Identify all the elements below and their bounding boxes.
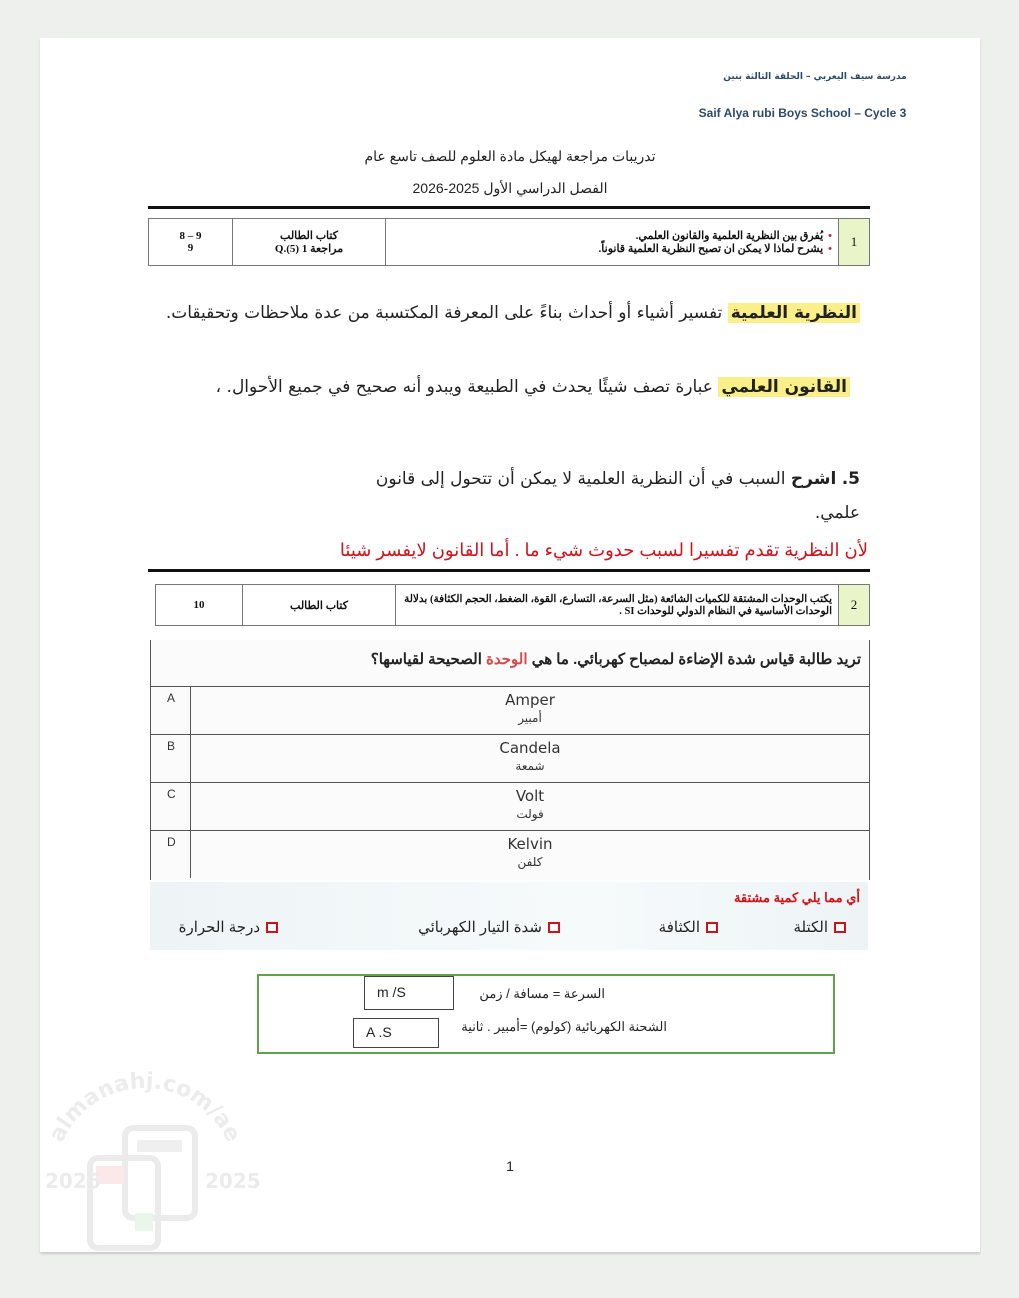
option-mass[interactable] [793, 918, 846, 936]
objective-point: يُفرق بين النظرية العلمية والقانون العلمي. [635, 230, 824, 242]
worksheet-title: تدريبات مراجعة لهيكل مادة العلوم للصف تاسع عام [364, 148, 656, 164]
pages-range: 9 – 8 [179, 230, 202, 242]
source-book: كتاب الطالب [280, 230, 338, 242]
question-highlight: الوحدة [486, 651, 528, 668]
unit-question-block [150, 640, 870, 880]
option-letter: A [151, 687, 191, 734]
divider [148, 569, 870, 572]
question-verb: اشرح [790, 469, 837, 489]
document-page [40, 38, 980, 1252]
question-text: تريد طالبة قياس شدة الإضاءة لمصباح كهربائي. ما هي [531, 651, 861, 668]
option-label: شدة التيار الكهربائي [418, 919, 542, 936]
svg-text:2026: 2026 [45, 1169, 101, 1193]
question-number: 5. [841, 469, 860, 489]
objective-pages: 10 [156, 585, 243, 626]
derived-question: أي مما يلي كمية مشتقة [733, 890, 860, 905]
objective-number: 1 [839, 219, 870, 266]
svg-text:2025: 2025 [205, 1169, 261, 1193]
pages-extra: 9 [187, 242, 194, 254]
checkbox-icon[interactable] [266, 922, 278, 933]
speed-unit-answer[interactable]: m /S [364, 976, 454, 1010]
option-english: Volt [515, 787, 545, 805]
school-name-arabic: مدرسة سيف اليعربي – الحلقة الثالثة بنين [723, 72, 907, 82]
option-arabic: فولت [516, 807, 544, 821]
option-arabic: أمبير [518, 711, 542, 725]
option-english: Candela [499, 739, 561, 757]
option-row-d[interactable] [151, 830, 869, 881]
option-current[interactable] [418, 918, 560, 936]
option-temperature[interactable] [179, 918, 278, 936]
option-english: Kelvin [507, 835, 553, 853]
objective-table-1 [148, 218, 870, 266]
option-letter: D [151, 831, 191, 878]
option-arabic: شمعة [515, 759, 545, 773]
law-definition [160, 370, 850, 404]
objective-source [233, 219, 386, 266]
objective-point: يشرح لماذا لا يمكن ان تصبح النظرية العلمية قانوناً. [598, 243, 824, 255]
question-5 [350, 462, 860, 530]
objective-description: يكتب الوحدات المشتقة للكميات الشائعة (مثل السرعة، التسارع، القوة، الضغط، الحجم الكثافة) بدلالة الوحدات الأساسية في النظام الدولي للوحدات SI . [396, 585, 839, 626]
option-label: درجة الحرارة [178, 919, 260, 936]
question-text: الصحيحة لقياسها؟ [370, 651, 482, 668]
divider [148, 206, 870, 209]
page-number: 1 [506, 1158, 514, 1174]
option-row-a[interactable] [151, 686, 869, 734]
checkbox-icon[interactable] [834, 922, 846, 933]
theory-text: تفسير أشياء أو أحداث بناءً على المعرفة المكتسبة من عدة ملاحظات وتحقيقات. [165, 303, 723, 323]
checkbox-icon[interactable] [548, 922, 560, 933]
question-5-answer: لأن النظرية تقدم تفسيرا لسبب حدوث شيء ما . أما القانون لايفسر شيئا [339, 540, 868, 560]
bullet-icon: • [828, 230, 832, 242]
theory-definition [160, 296, 860, 330]
option-arabic: كلفن [517, 855, 543, 869]
term-label: الفصل الدراسي الأول 2025-2026 [412, 180, 608, 196]
school-name-english: Saif Alya rubi Boys School – Cycle 3 [698, 106, 907, 120]
option-english: Amper [505, 691, 555, 709]
derived-quantity-block [150, 882, 868, 950]
option-density[interactable] [659, 918, 718, 936]
theory-term: النظرية العلمية [728, 303, 860, 323]
option-letter: B [151, 735, 191, 782]
question-text: السبب في أن النظرية العلمية لا يمكن أن تتحول إلى قانون علمي. [375, 469, 860, 523]
source-reference: مراجعة 1 (5).Q [274, 243, 344, 255]
charge-equation: الشحنة الكهربائية (كولوم) =أمبير . ثانية [461, 1019, 667, 1034]
objective-pages [149, 219, 233, 266]
bullet-icon: • [828, 243, 832, 255]
law-text: عبارة تصف شيئًا يحدث في الطبيعة ويبدو أنه صحيح في جميع الأحوال. ، [215, 377, 713, 397]
option-label: الكتلة [793, 919, 828, 936]
unit-question [371, 650, 861, 668]
law-term: القانون العلمي [718, 377, 850, 397]
objective-table-2 [155, 584, 870, 626]
almanahj-watermark-logo [5, 1058, 285, 1298]
objective-description [386, 219, 839, 266]
objective-source: كتاب الطالب [243, 585, 396, 626]
option-row-b[interactable] [151, 734, 869, 782]
option-letter: C [151, 783, 191, 830]
units-answer-box [257, 974, 835, 1054]
option-label: الكثافة [658, 919, 700, 936]
checkbox-icon[interactable] [706, 922, 718, 933]
svg-text:almanahj.com/ae: almanahj.com/ae [44, 1068, 246, 1147]
objective-number: 2 [839, 585, 870, 626]
charge-unit-answer[interactable]: A .S [353, 1018, 439, 1048]
option-row-c[interactable] [151, 782, 869, 830]
speed-equation: السرعة = مسافة / زمن [479, 986, 605, 1001]
